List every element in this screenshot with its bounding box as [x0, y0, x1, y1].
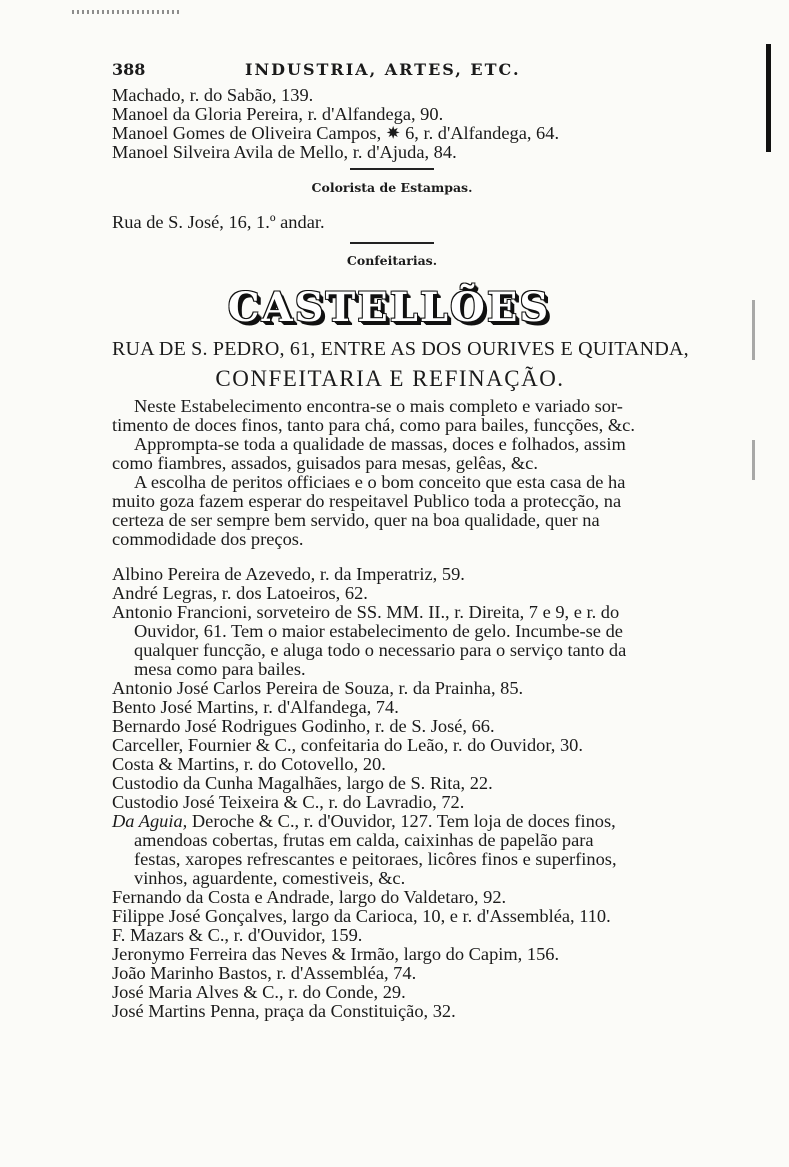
paragraph-line	[112, 397, 668, 416]
list-item-text: Antonio José Carlos Pereira de Souza, r. da Prainha, 85.	[112, 678, 524, 698]
list-item-continuation	[112, 831, 692, 850]
list-item-italic-lead: Da Aguia,	[112, 811, 188, 831]
list-item-text: Custodio da Cunha Magalhães, largo de S. Rita, 22.	[112, 773, 493, 793]
list-item-continuation	[112, 850, 692, 869]
list-item-text: Fernando da Costa e Andrade, largo do Valdetaro, 92.	[112, 887, 507, 907]
list-item-continuation	[112, 622, 692, 641]
list-item	[112, 679, 692, 698]
list-item: Rua de S. José, 16, 1.º andar.	[112, 212, 325, 232]
list-item	[112, 717, 692, 736]
page-edge-tick	[752, 300, 755, 360]
list-item-text: Custodio José Teixeira & C., r. do Lavradio, 72.	[112, 792, 465, 812]
advert-subtitle: CONFEITARIA E REFINAÇÃO.	[215, 366, 565, 391]
ink-smudge	[72, 10, 182, 14]
list-item-text: Jeronymo Ferreira das Neves & Irmão, largo do Capim, 156.	[112, 944, 560, 964]
list-item	[112, 755, 692, 774]
list-item-text: José Martins Penna, praça da Constituição, 32.	[112, 1001, 456, 1021]
top-entries	[112, 86, 692, 162]
page-number: 388	[112, 60, 146, 79]
list-item-text: Albino Pereira de Azevedo, r. da Imperatriz, 59.	[112, 564, 465, 584]
running-title: INDUSTRIA, ARTES, ETC.	[245, 60, 521, 79]
list-item-text: amendoas cobertas, frutas em calda, caixinhas de papelão para	[134, 830, 594, 850]
list-item-text: Filippe José Gonçalves, largo da Carioca, 10, e r. d'Assembléa, 110.	[112, 906, 611, 926]
list-item-continuation	[112, 641, 692, 660]
divider	[350, 242, 434, 244]
list-item	[112, 926, 692, 945]
section-heading-confeitarias: Confeitarias.	[346, 253, 438, 268]
list-item-continuation	[112, 660, 692, 679]
list-item-text: João Marinho Bastos, r. d'Assembléa, 74.	[112, 963, 417, 983]
list-item-text: André Legras, r. dos Latoeiros, 62.	[112, 583, 368, 603]
paragraph-text: A escolha de peritos officiaes e o bom conceito que esta casa de ha	[134, 472, 626, 492]
paragraph-line	[112, 530, 668, 549]
list-item	[112, 888, 692, 907]
list-item	[112, 945, 692, 964]
confeitarias-entries	[112, 565, 692, 1021]
paragraph-text: timento de doces finos, tanto para chá, como para bailes, funcções, &c.	[112, 415, 635, 435]
page-edge-tick	[752, 440, 755, 480]
paragraph-line	[112, 511, 668, 530]
advert-paragraph	[112, 397, 668, 549]
list-item-text: Ouvidor, 61. Tem o maior estabelecimento de gelo. Incumbe-se de	[134, 621, 623, 641]
list-item	[112, 793, 692, 812]
list-item-text: Bernardo José Rodrigues Godinho, r. de S. José, 66.	[112, 716, 495, 736]
list-item	[112, 907, 692, 926]
list-item-text: Bento José Martins, r. d'Alfandega, 74.	[112, 697, 399, 717]
paragraph-line	[112, 416, 668, 435]
list-item-text: Carceller, Fournier & C., confeitaria do Leão, r. do Ouvidor, 30.	[112, 735, 583, 755]
list-item	[112, 812, 692, 831]
list-item	[112, 964, 692, 983]
list-item	[112, 736, 692, 755]
list-item: Manoel Silveira Avila de Mello, r. d'Ajuda, 84.	[112, 142, 457, 162]
list-item-text: Deroche & C., r. d'Ouvidor, 127. Tem loja de doces finos,	[191, 811, 616, 831]
brand-name: CASTELLÕES	[224, 284, 554, 331]
paragraph-text: Apprompta-se toda a qualidade de massas, doces e folhados, assim	[134, 434, 626, 454]
list-item	[112, 698, 692, 717]
list-item	[112, 603, 692, 622]
list-item-text: Antonio Francioni, sorveteiro de SS. MM. II., r. Direita, 7 e 9, e r. do	[112, 602, 620, 622]
list-item-text: qualquer funcção, e aluga todo o necessario para o serviço tanto da	[134, 640, 627, 660]
list-item-text: festas, xaropes refrescantes e peitoraes, licôres finos e superfinos,	[134, 849, 617, 869]
list-item-text: F. Mazars & C., r. d'Ouvidor, 159.	[112, 925, 363, 945]
paragraph-line	[112, 435, 668, 454]
paragraph-line	[112, 492, 668, 511]
list-item	[112, 1002, 692, 1021]
list-item-text: vinhos, aguardente, comestiveis, &c.	[134, 868, 406, 888]
advert-brand-logo	[219, 278, 559, 336]
divider	[350, 168, 434, 170]
list-item: Manoel da Gloria Pereira, r. d'Alfandega, 90.	[112, 104, 444, 124]
paragraph-text: commodidade dos preços.	[112, 529, 304, 549]
page-edge-mark	[766, 44, 771, 152]
list-item-continuation	[112, 869, 692, 888]
running-header	[112, 58, 672, 82]
paragraph-text: certeza de ser sempre bem servido, quer na boa qualidade, quer na	[112, 510, 600, 530]
list-item-text: Costa & Martins, r. do Cotovello, 20.	[112, 754, 386, 774]
list-item	[112, 584, 692, 603]
paragraph-line	[112, 473, 668, 492]
list-item: Manoel Gomes de Oliveira Campos, 🟎 6, r. d'Alfandega, 64.	[112, 123, 560, 143]
list-item	[112, 774, 692, 793]
list-item-text: José Maria Alves & C., r. do Conde, 29.	[112, 982, 406, 1002]
list-item	[112, 983, 692, 1002]
paragraph-text: Neste Estabelecimento encontra-se o mais completo e variado sor-	[134, 396, 623, 416]
advert-address: RUA DE S. PEDRO, 61, ENTRE AS DOS OURIVES E QUITANDA,	[112, 338, 689, 360]
section-heading-colorista: Colorista de Estampas.	[311, 180, 473, 195]
list-item	[112, 565, 692, 584]
paragraph-text: muito goza fazem esperar do respeitavel Publico toda a protecção, na	[112, 491, 622, 511]
paragraph-line	[112, 454, 668, 473]
colorista-entries	[112, 213, 692, 232]
list-item: Machado, r. do Sabão, 139.	[112, 85, 314, 105]
list-item-text: mesa como para bailes.	[134, 659, 306, 679]
paragraph-text: como fiambres, assados, guisados para mesas, gelêas, &c.	[112, 453, 538, 473]
